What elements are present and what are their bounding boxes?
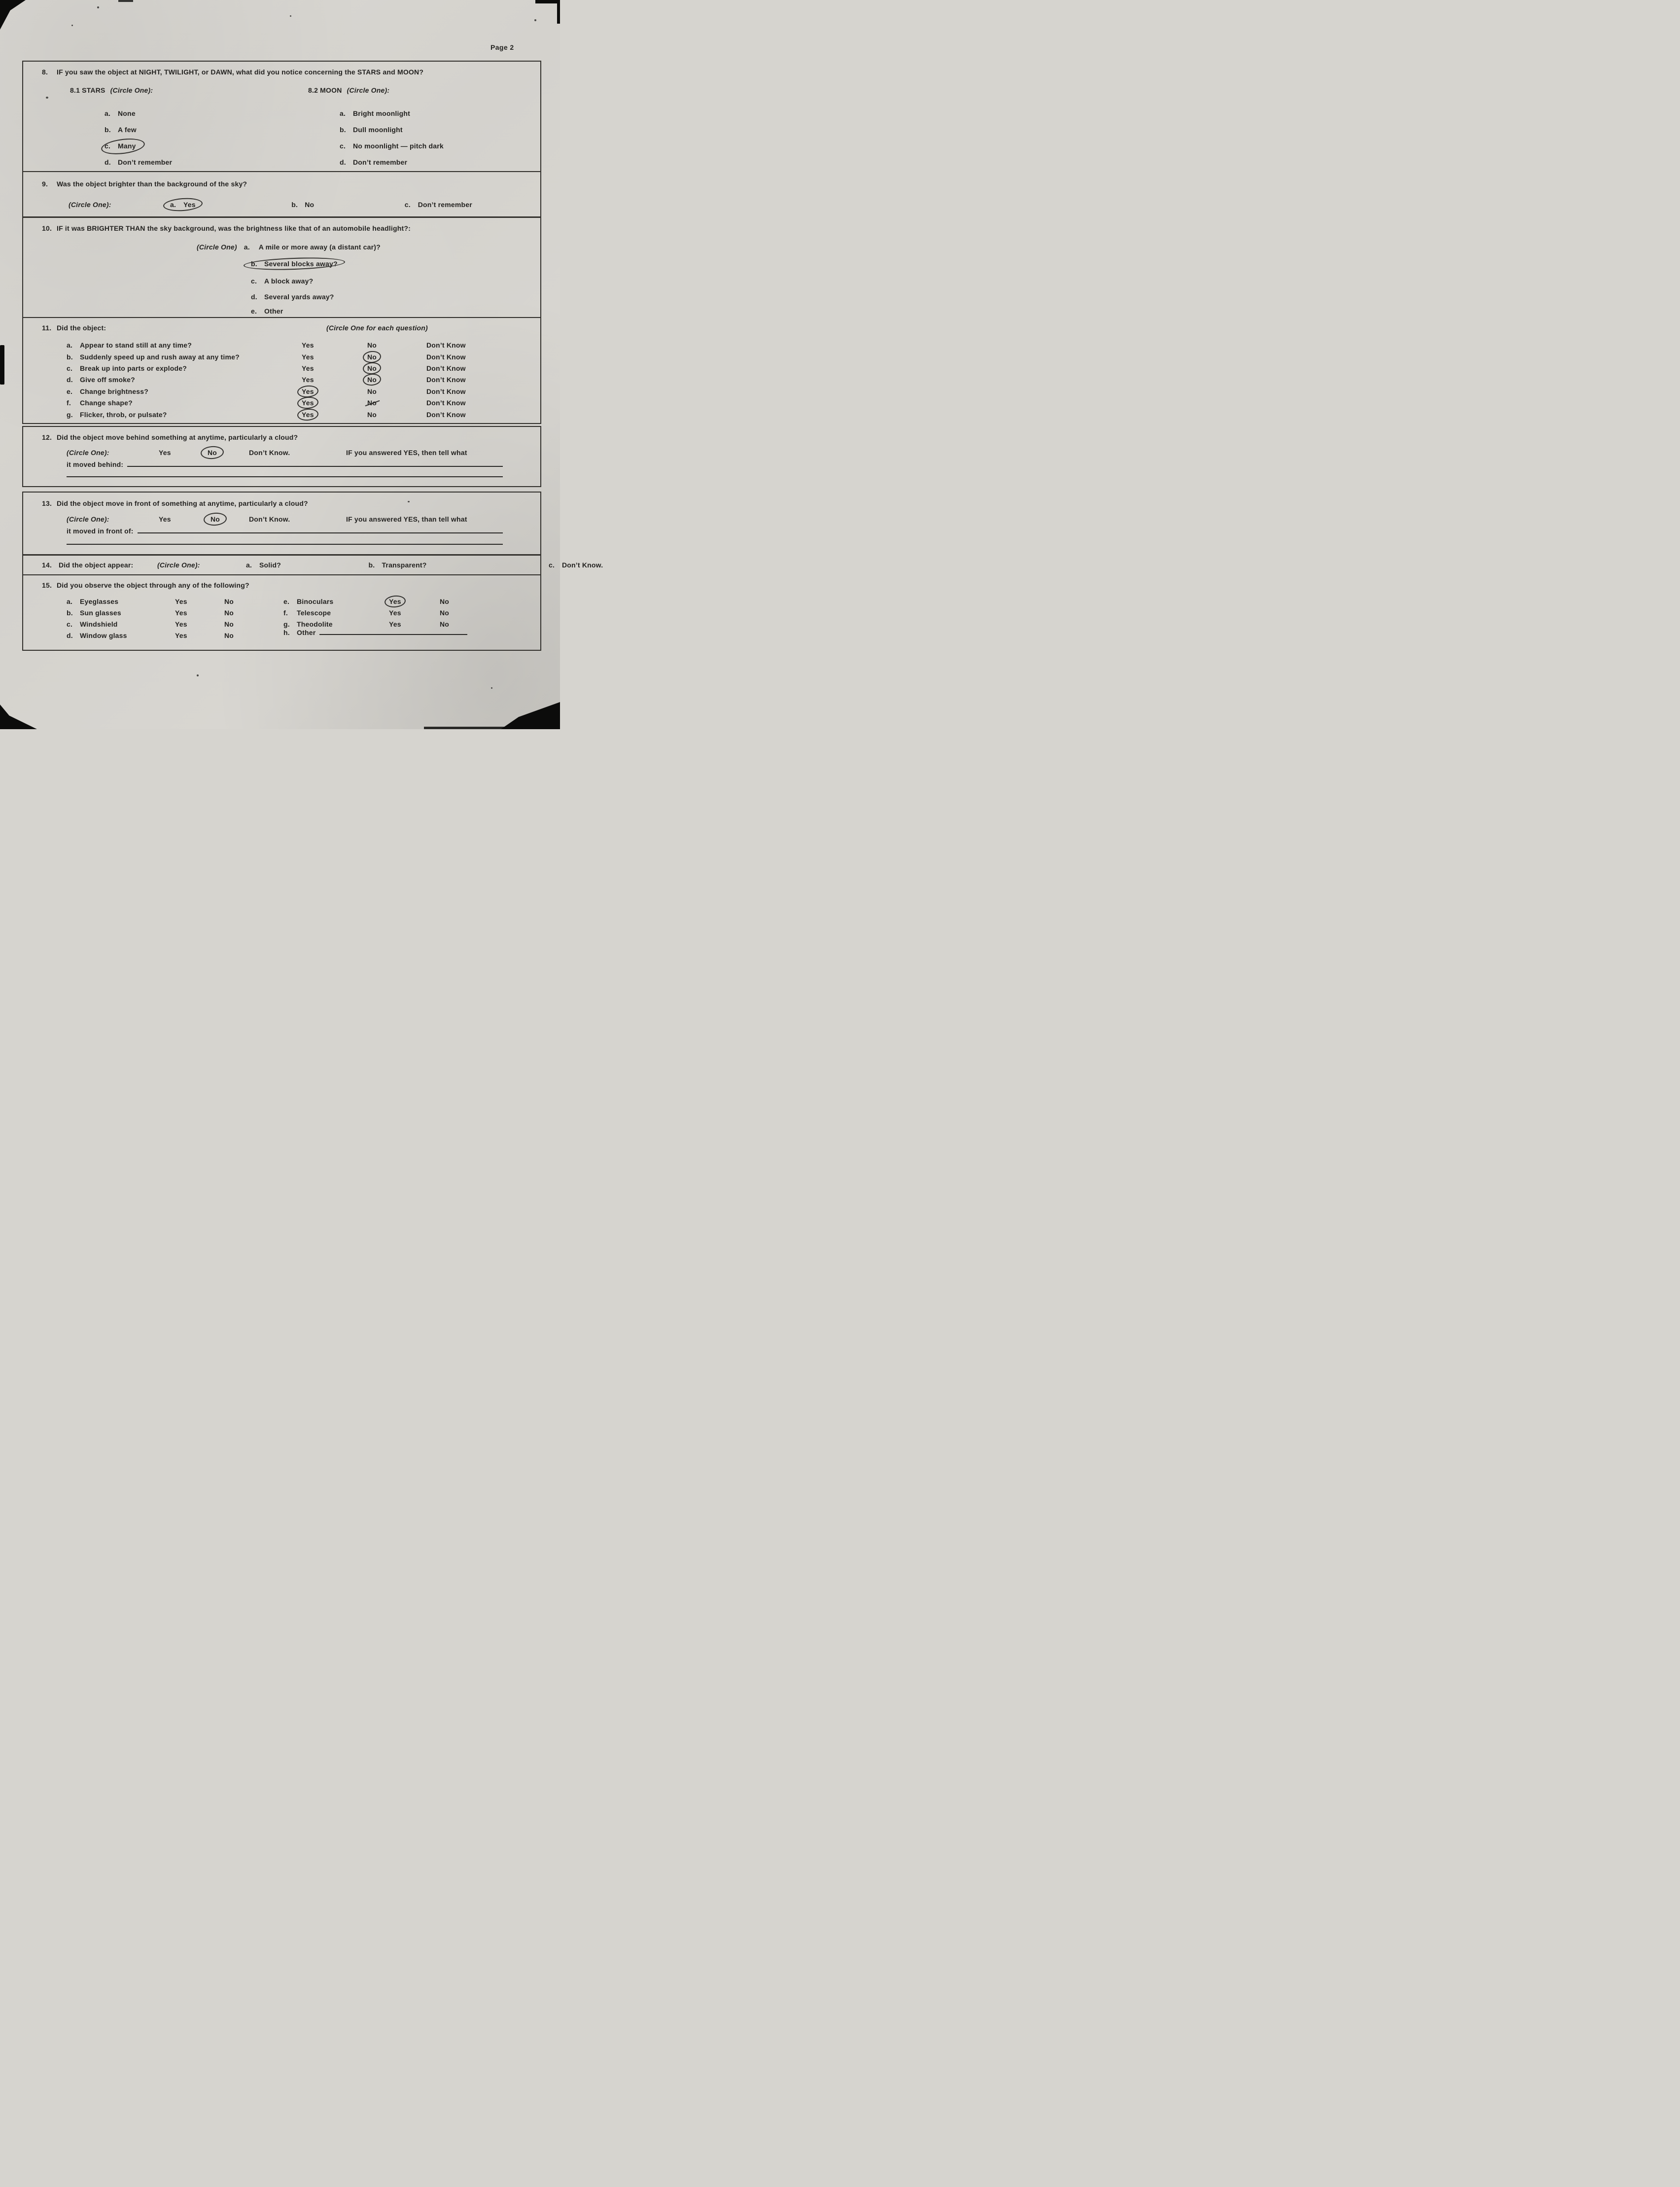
yes-choice: Yes [175, 620, 187, 628]
question-15-title [42, 581, 536, 589]
option-text: Several yards away? [264, 293, 334, 301]
question-15-section [22, 574, 541, 651]
circle-one-label: (Circle One): [67, 515, 109, 523]
option-letter: b. [291, 200, 298, 209]
row-letter: d. [67, 376, 73, 384]
row-letter: a. [67, 341, 73, 350]
stars-option-b [105, 121, 172, 138]
no-choice: No [367, 341, 377, 350]
option-text: A block away? [264, 277, 314, 285]
row-letter: c. [67, 620, 73, 628]
question-9-number: 9. [42, 179, 48, 188]
option-text: Don’t remember [353, 158, 408, 166]
q9-option-dont-remember [405, 201, 472, 209]
q14-option-transparent [368, 561, 426, 569]
question-11-title [42, 324, 536, 332]
yes-choice: Yes [175, 632, 187, 639]
question-10-title [42, 224, 536, 232]
question-8-text: IF you saw the object at NIGHT, TWILIGHT, or DAWN, what did you notice concerning the STARS and MOON? [57, 68, 424, 76]
moon-label: 8.2 MOON [308, 86, 342, 94]
circle-one-label: (Circle One): [67, 448, 109, 457]
yes-choice: Yes [175, 609, 187, 617]
option-text: No moonlight — pitch dark [353, 141, 444, 150]
no-choice: No [367, 410, 377, 419]
yes-choice: Yes [302, 410, 314, 419]
row-question: Give off smoke? [80, 376, 135, 384]
stars-circle-one-label: (Circle One): [110, 86, 153, 94]
moved-in-front-prompt: it moved in front of: [67, 527, 134, 535]
option-text: A few [118, 125, 137, 134]
q10-circled-answer [251, 260, 338, 268]
option-text: Other [264, 307, 283, 315]
option-text: Yes [183, 200, 196, 209]
scan-artifact [0, 0, 26, 30]
moon-option-b [340, 121, 444, 138]
question-12-section [22, 426, 541, 487]
no-choice: No [224, 609, 234, 617]
question-13-number: 13. [42, 499, 52, 507]
row-question: Suddenly speed up and rush away at any time? [80, 353, 240, 361]
question-13-text: Did the object move in front of something at anytime, particularly a cloud? [57, 499, 308, 507]
no-choice: No [208, 448, 217, 457]
option-text-circled-answer: Many [118, 141, 136, 150]
option-text: Solid? [259, 561, 281, 569]
dont-know-choice: Don’t Know [426, 387, 466, 395]
moved-in-front-line [67, 527, 503, 535]
option-text: Dull moonlight [353, 125, 403, 134]
blank-answer-line [67, 544, 503, 545]
row-item: Theodolite [297, 620, 333, 628]
q15-other-row [283, 629, 467, 636]
dont-know-choice: Don’t Know [426, 341, 466, 350]
q10-option-c [251, 277, 313, 285]
stars-option-a [105, 105, 172, 121]
blank-answer-line [67, 476, 503, 477]
scan-speck [534, 19, 536, 21]
row-letter: e. [67, 387, 73, 395]
yes-choice: Yes [302, 399, 314, 407]
row-letter: b. [67, 353, 73, 361]
row-letter: d. [67, 632, 73, 639]
moon-options [340, 105, 444, 170]
no-choice: No [367, 353, 377, 361]
scan-speck [290, 15, 291, 17]
question-10-number: 10. [42, 224, 52, 232]
scan-artifact [535, 0, 560, 3]
question-8-number: 8. [42, 68, 48, 76]
row-item: Eyeglasses [80, 598, 119, 605]
option-text: Bright moonlight [353, 109, 410, 117]
option-letter: d. [251, 293, 257, 301]
scan-speck [197, 674, 199, 676]
option-text: No [305, 200, 315, 209]
row-letter: b. [67, 609, 73, 617]
row-item: Telescope [297, 609, 331, 617]
blank-answer-line [319, 634, 467, 635]
row-letter: e. [283, 598, 290, 605]
no-choice: No [440, 620, 450, 628]
row-letter: f. [283, 609, 288, 617]
option-text: None [118, 109, 136, 117]
q10-option-d [251, 293, 334, 301]
blank-answer-line [127, 466, 503, 467]
q10-option-b [251, 260, 338, 268]
scan-speck [46, 97, 48, 99]
scan-artifact [0, 705, 37, 729]
no-choice: No [224, 598, 234, 605]
option-letter: a. [105, 109, 111, 117]
scan-artifact [501, 702, 560, 729]
yes-choice: Yes [159, 448, 171, 457]
scan-artifact [424, 727, 523, 729]
yes-choice: Yes [389, 598, 401, 605]
row-question: Change brightness? [80, 387, 148, 395]
row-letter: g. [67, 410, 73, 419]
option-letter: a. [246, 561, 252, 569]
moon-option-d [340, 154, 444, 170]
stars-option-c [105, 138, 172, 154]
question-8-title [42, 68, 536, 76]
q10-option-a [197, 243, 381, 251]
question-11-text: Did the object: [57, 323, 106, 332]
circle-one-each-label: (Circle One for each question) [326, 323, 428, 332]
question-13-title [42, 499, 536, 507]
yes-choice: Yes [302, 387, 314, 395]
no-choice: No [367, 376, 377, 384]
option-letter: b. [105, 125, 111, 134]
q14-option-solid [246, 561, 281, 569]
row-item: Other [297, 628, 316, 636]
q9-option-yes [170, 201, 196, 209]
row-question: Flicker, throb, or pulsate? [80, 410, 167, 419]
stars-option-d [105, 154, 172, 170]
row-letter: h. [283, 628, 290, 636]
question-15-text: Did you observe the object through any of the following? [57, 581, 249, 589]
no-choice: No [210, 515, 220, 523]
dont-know-choice: Don’t Know [426, 353, 466, 361]
dont-know-choice: Don’t Know [426, 399, 466, 407]
no-choice: No [367, 364, 377, 372]
option-letter: c. [340, 141, 346, 150]
row-question: Change shape? [80, 399, 133, 407]
moon-option-c [340, 138, 444, 154]
scan-speck [71, 25, 73, 26]
option-text: Don’t remember [118, 158, 173, 166]
dont-know-choice: Don’t Know [426, 376, 466, 384]
option-text: Don’t Know. [561, 561, 603, 569]
option-text: Several blocks away? [264, 260, 338, 268]
question-13-section [22, 492, 541, 556]
if-yes-instruction: IF you answered YES, than tell what [346, 515, 467, 523]
option-letter: a. [170, 200, 176, 209]
row-letter: f. [67, 399, 71, 407]
option-text: Don’t remember [418, 200, 472, 209]
scan-artifact [118, 0, 133, 2]
yes-choice: Yes [302, 341, 314, 350]
scan-speck [97, 6, 99, 8]
option-letter: c. [105, 141, 111, 150]
scanned-paper [0, 0, 603, 729]
dont-know-choice: Don’t Know [426, 410, 466, 419]
question-11-number: 11. [42, 323, 52, 332]
row-item: Sun glasses [80, 609, 121, 617]
option-letter: c. [251, 277, 257, 285]
yes-choice: Yes [175, 598, 187, 605]
option-letter: d. [340, 158, 346, 166]
if-yes-instruction: IF you answered YES, then tell what [346, 448, 467, 457]
option-letter: b. [251, 260, 257, 268]
option-letter: c. [404, 200, 411, 209]
option-text: Transparent? [382, 561, 427, 569]
row-question: Break up into parts or explode? [80, 364, 187, 372]
row-item: Windshield [80, 620, 118, 628]
row-question: Appear to stand still at any time? [80, 341, 192, 350]
no-choice: No [440, 598, 450, 605]
circle-one-label: (Circle One) [197, 243, 237, 251]
row-letter: a. [67, 598, 73, 605]
row-item: Window glass [80, 632, 127, 639]
moved-behind-line [67, 460, 503, 468]
scan-speck [491, 687, 492, 689]
option-letter: e. [251, 307, 257, 315]
blank-answer-line [138, 532, 503, 533]
scan-artifact [0, 345, 4, 385]
moon-circle-one-label: (Circle One): [347, 86, 390, 94]
circle-one-label: (Circle One): [69, 200, 111, 209]
stars-label: 8.1 STARS [70, 86, 105, 94]
option-letter: b. [340, 125, 346, 134]
question-12-title [42, 433, 536, 441]
stars-options [105, 105, 172, 170]
scan-artifact [557, 0, 560, 24]
stars-subheading [70, 86, 153, 94]
moon-option-a [340, 105, 444, 121]
moved-behind-prompt: it moved behind: [67, 460, 124, 468]
q9-option-no [291, 201, 314, 209]
question-11-section [22, 317, 541, 424]
q15-right-column [283, 596, 449, 630]
option-letter: c. [548, 561, 555, 569]
scan-speck [408, 501, 410, 502]
no-choice: No [224, 620, 234, 628]
question-9-section [22, 171, 541, 218]
question-8-section [22, 61, 541, 172]
yes-choice: Yes [389, 620, 401, 628]
q14-option-dont-know [549, 561, 603, 569]
yes-choice: Yes [302, 376, 314, 384]
moon-subheading [308, 86, 389, 94]
option-letter: a. [244, 243, 250, 251]
q15-left-column [67, 596, 234, 641]
row-letter: g. [283, 620, 290, 628]
question-12-number: 12. [42, 433, 52, 441]
dont-know-choice: Don’t Know. [249, 515, 290, 523]
no-choice: No [440, 609, 450, 617]
option-letter: d. [105, 158, 111, 166]
question-14-section [22, 554, 603, 575]
yes-choice: Yes [159, 515, 171, 523]
option-text: A mile or more away (a distant car)? [258, 243, 381, 251]
page-number: Page 2 [490, 43, 514, 51]
yes-choice: Yes [302, 364, 314, 372]
question-14-number: 14. [42, 561, 52, 569]
yes-choice: Yes [389, 609, 401, 617]
question-15-number: 15. [42, 581, 52, 589]
question-14-text: Did the object appear: [59, 561, 134, 569]
questionnaire-form [22, 61, 603, 651]
question-9-text: Was the object brighter than the background of the sky? [57, 179, 247, 188]
question-9-title [42, 180, 536, 188]
question-12-text: Did the object move behind something at anytime, particularly a cloud? [57, 433, 298, 441]
no-choice: No [367, 387, 377, 395]
no-choice: No [367, 399, 377, 407]
row-item: Binoculars [297, 598, 334, 605]
yes-choice: Yes [302, 353, 314, 361]
option-letter: b. [368, 561, 375, 569]
circle-one-label: (Circle One): [157, 561, 200, 569]
dont-know-choice: Don’t Know. [249, 448, 290, 457]
no-choice: No [224, 632, 234, 639]
row-letter: c. [67, 364, 73, 372]
q11-answer-grid [67, 340, 535, 421]
question-10-section [22, 216, 541, 318]
q10-option-e [251, 307, 283, 315]
dont-know-choice: Don’t Know [426, 364, 466, 372]
option-letter: a. [340, 109, 346, 117]
question-10-text: IF it was BRIGHTER THAN the sky background, was the brightness like that of an automobile headlight?: [57, 224, 411, 232]
